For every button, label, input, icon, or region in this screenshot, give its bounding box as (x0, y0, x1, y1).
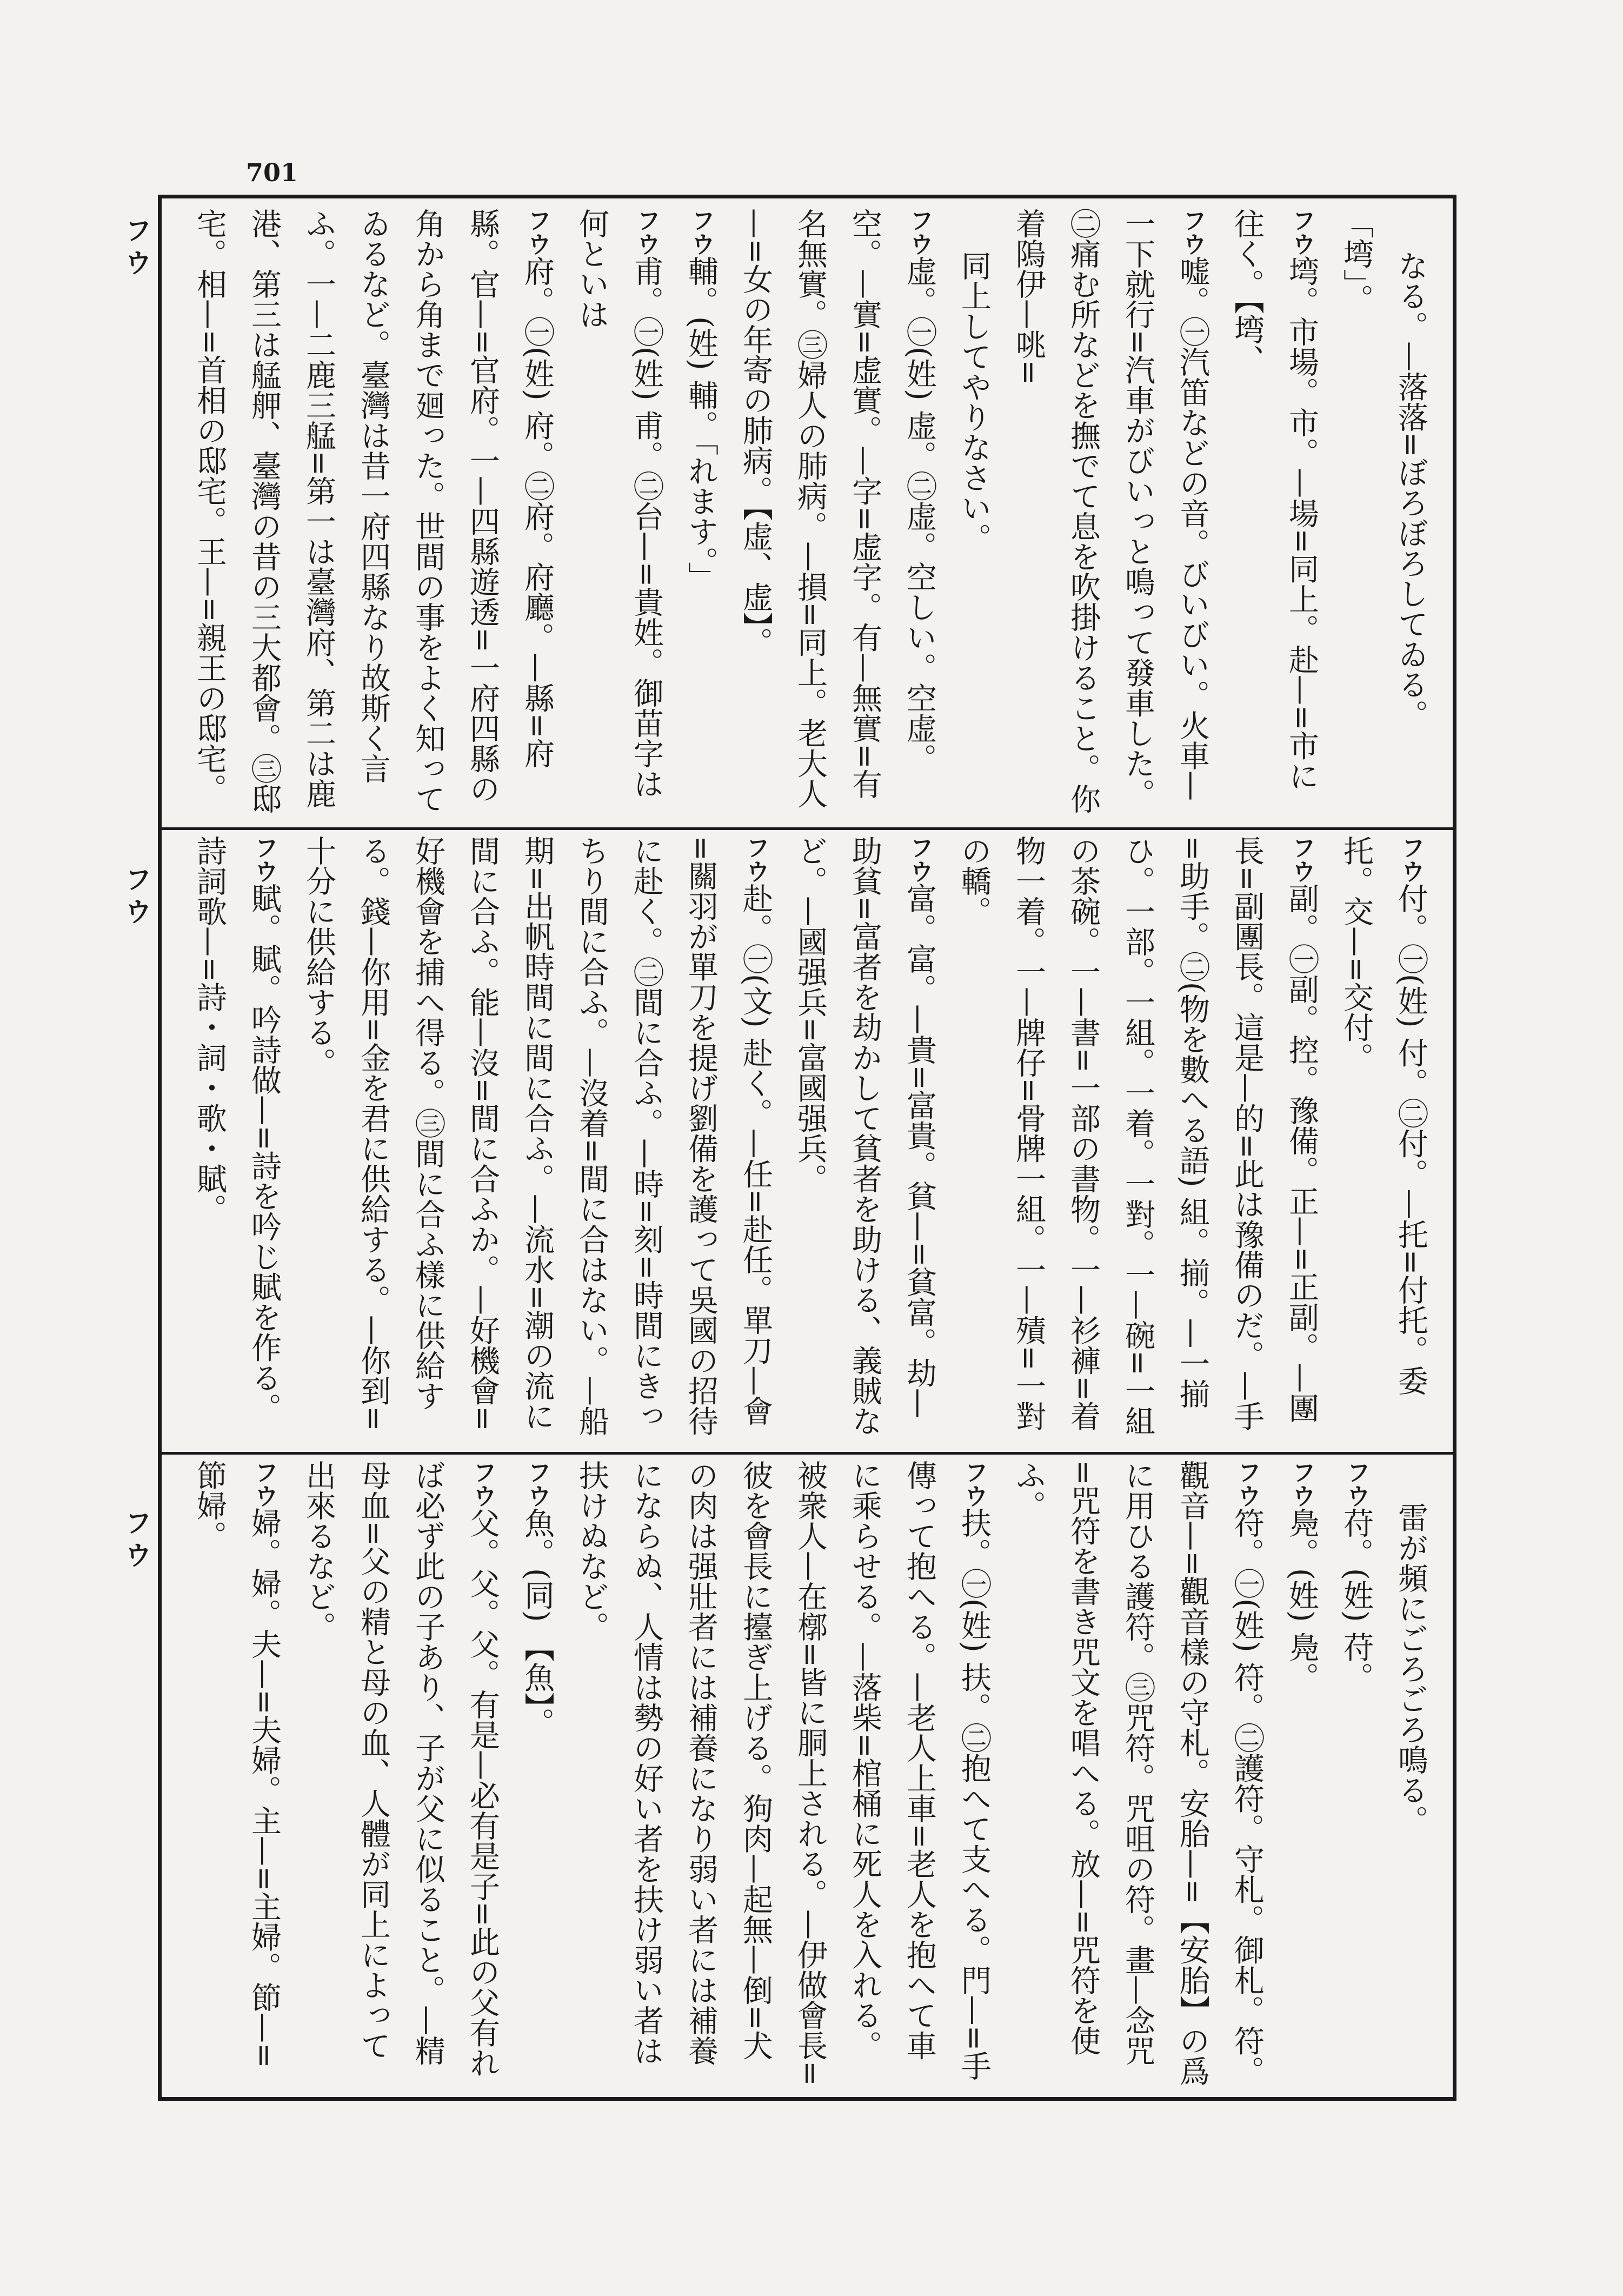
entry-headword: 賦。 (247, 883, 282, 944)
entry-definition: (姓) 輔。「れます。」 (683, 316, 719, 592)
entry-reading: フウ (687, 208, 715, 256)
entry-reading: フウ (906, 835, 933, 883)
dictionary-entry (1001, 1460, 1274, 2090)
entry-reading: フウ (1288, 835, 1315, 883)
dictionary-entry (783, 835, 947, 1444)
entry-headword: 嘘。 (1175, 256, 1210, 316)
entry-reading: フウ (523, 208, 551, 256)
dictionary-entry (728, 208, 947, 819)
entry-definition: ㊀(姓) 扶。㊁抱へて支へる。門—=手傳って抱へる。—老人上車=老人を抱へて車に乘らせる。—落柴=棺桶に死人を入れる。被衆人—在槨=皆に胴上される。—伊做會長=彼を會長に擡ぎ上げる。狗肉—起無—倒=犬の肉は强壯者には補養になり弱い者には補養にならぬ、人情は勢の好い者を扶け弱い者は扶けぬなど。 (574, 1460, 992, 2086)
dictionary-band-top (178, 208, 1438, 819)
side-running-label: フウ (121, 1509, 152, 1574)
entry-reading: フウ (250, 1460, 278, 1508)
entry-reading: フウ (960, 1460, 988, 1508)
side-running-label: フウ (121, 216, 152, 281)
dictionary-entry (1274, 1460, 1329, 2090)
entry-reading: フウ (906, 208, 933, 256)
entry-definition: 父。父。有是—必有是子=此の父有れば必ず此の子あり、子が父に似ること。—精母血=父の精と母の血、人體が同上によって出來るなど。 (301, 1460, 500, 2078)
entry-headword: 虚。 (902, 256, 937, 316)
entry-headword: 甫。 (629, 256, 664, 316)
entry-definition: (姓) 鳧。 (1284, 1568, 1319, 1693)
entry-definition: なる。—落落=ぼろぼろしてゐる。「塆」。 (1339, 208, 1428, 731)
entry-reading: フウ (523, 1460, 551, 1508)
entry-headword: 婦。 (247, 1508, 282, 1568)
entry-continuation (1329, 208, 1438, 819)
dictionary-entry (510, 1460, 564, 2090)
dictionary-entry (947, 835, 1329, 1444)
band-divider (158, 1452, 1456, 1455)
entry-definition: 賦。吟詩做—=詩を吟じ賦を作る。詩詞歌—=詩・詞・歌・賦。 (192, 835, 282, 1423)
entry-definition: ㊀(姓) 虚。㊁虚。空しい。空虚。空。—實=虚實。—字=虚字。有—無實=有名無實。㊂婦人の肺病。—損=同上。老大人—=女の年寄の肺病。【虚、虚】。 (738, 208, 937, 809)
entry-definition: 富。—貴=富貴。貧—=貧富。劫—助貧=富者を劫かして貧者を助ける、義賊など。—國强兵=富國强兵。 (793, 835, 937, 1436)
entry-definition: 婦。夫—=夫婦。主—=主婦。節—=節婦。 (192, 1460, 282, 2068)
entry-reading: フウ (1397, 835, 1425, 883)
entry-headword: 扶。 (956, 1508, 992, 1568)
entry-reading: フウ (1179, 208, 1206, 256)
dictionary-entry (178, 835, 182, 1444)
entry-definition: (同) 【魚】。 (520, 1568, 555, 1738)
entry-headword: 副。 (1284, 883, 1319, 944)
entry-continuation (1383, 1460, 1438, 2090)
dictionary-entry (1329, 1460, 1383, 2090)
entry-headword: 鳧。 (1284, 1508, 1319, 1568)
entry-reading: フウ (633, 208, 660, 256)
entry-headword: 富。 (902, 883, 937, 944)
dictionary-entry (564, 208, 674, 819)
entry-definition: 雷が頻にごろごろ鳴る。 (1393, 1502, 1428, 1836)
dictionary-band-middle (178, 835, 1438, 1444)
entry-headword: 府。 (520, 256, 555, 316)
dictionary-band-bottom (178, 1460, 1438, 2090)
entry-definition: ㊀(姓) 付。㊁付。—托=付托。委托。交—=交付。 (1339, 835, 1428, 1396)
side-running-label: フウ (121, 865, 152, 930)
entry-definition: ㊀(姓) 符。㊁護符。守札。御札。符。觀音—=觀音樣の守札。安胎—=【安胎】の爲に用ひる護符。㊂咒符。咒咀の符。畫—念咒=咒符を書き咒文を唱へる。放—=咒符を使ふ。 (1011, 1460, 1265, 2086)
dictionary-entry (182, 835, 291, 1444)
entry-reading: フウ (1233, 1460, 1261, 1508)
entry-headword: 苻。 (1339, 1508, 1374, 1568)
entry-headword: 魚。 (520, 1508, 555, 1568)
entry-headword: 父。 (465, 1508, 500, 1568)
dictionary-entry (1001, 208, 1220, 819)
dictionary-entry (1329, 835, 1438, 1444)
dictionary-entry (564, 1460, 1001, 2090)
band-divider (158, 827, 1456, 830)
entry-definition: 同上してやりなさい。 (956, 250, 992, 554)
entry-reading: フウ (250, 835, 278, 883)
dictionary-entry (674, 208, 728, 819)
dictionary-entry (291, 1460, 510, 2090)
entry-headword: 符。 (1229, 1508, 1265, 1568)
entry-definition: ㊀(文) 赴く。—任=赴任。單刀—會=關羽が單刀を提げ劉備を護って吳國の招待に赴く。㊁間に合ふ。—時=刻=時間にきっちり間に合ふ。—沒着=間に合はない。—船期=出帆時間に間に合ふ。—流水=潮の流に間に合ふ。能—沒=間に合ふか。—好機會=好機會を捕へ得る。㊂間に合ふ樣に供給する。錢—你用=金を君に供給する。—你到=十分に供給する。 (301, 835, 773, 1436)
entry-headword: 付。 (1393, 883, 1428, 944)
entry-headword: 赴。 (738, 883, 773, 944)
dictionary-entry (291, 835, 783, 1444)
entry-reading: フウ (1288, 208, 1315, 256)
dictionary-entry (178, 1460, 182, 2090)
entry-reading: フウ (1288, 1460, 1315, 1508)
entry-reading: フウ (469, 1460, 496, 1508)
entry-definition: 市場。市。—場=同上。赴—=市に往く。【塆、 (1229, 208, 1319, 791)
entry-definition: ㊀(姓) 甫。㊁台—=貴姓。御苗字は何といは (574, 208, 664, 799)
page-number: 701 (246, 158, 298, 187)
entry-definition: ㊀副。控。豫備。正—=正副。—團長=副團長。這是—的=此は豫備のだ。—手=助手。㊁(物を數へる語) 組。揃。—一揃ひ。一部。一組。一着。一對。一—碗=一組の茶碗。一—書=一部の書物。一—衫褲=着物一着。一—牌仔=骨牌一組。一—㱴=一對の轎。 (956, 835, 1319, 1436)
entry-definition: ㊀(姓) 府。㊁府。府廳。—縣=府縣。官—=官府。一—四縣遊透=一府四縣の角から角まで廻った。世間の事をよく知ってゐるなど。臺灣は昔一府四縣なり故斯く言ふ。一—二鹿三艋=第一は臺灣府、第二は鹿港、第三は艋舺、臺灣の昔の三大都會。㊂邸宅。相—=首相の邸宅。王—=親王の邸宅。 (192, 208, 555, 814)
entry-headword: 塆。 (1284, 256, 1319, 316)
dictionary-entry (178, 208, 564, 819)
entry-headword: 輔。 (683, 256, 719, 316)
dictionary-entry (182, 1460, 291, 2090)
entry-reading: フウ (742, 835, 769, 883)
entry-reading: フウ (1342, 1460, 1370, 1508)
entry-definition: ㊀汽笛などの音。びいびい。火車—一下就行=汽車がびいっと鳴って發車した。㊁痛む所などを撫でて息を吹掛けること。你着隖伊—咷= (1011, 208, 1210, 814)
entry-continuation (947, 208, 1001, 819)
dictionary-entry (1220, 208, 1329, 819)
entry-definition: (姓) 苻。 (1339, 1568, 1374, 1693)
